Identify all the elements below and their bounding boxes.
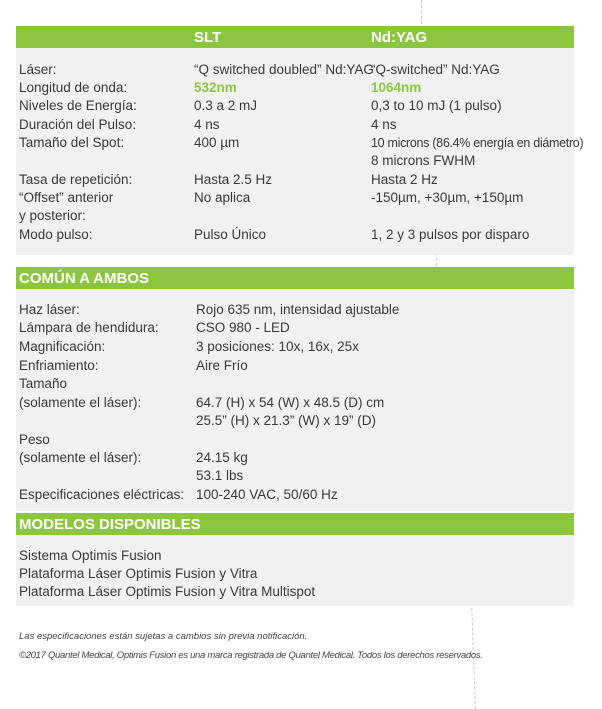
row-label-line2: (solamente el láser): (19, 395, 142, 410)
yag-value: “Q-switched” Nd:YAG (371, 62, 500, 77)
slt-value: 400 µm (194, 135, 240, 150)
slt-value: No aplica (194, 190, 251, 205)
row-value-line2: 53.1 lbs (196, 468, 244, 483)
yag-value-line2: 8 microns FWHM (371, 153, 476, 168)
decorative-dashed-line (421, 0, 422, 24)
list-item: Plataforma Láser Optimis Fusion y Vitra Multispot (19, 584, 316, 599)
copyright-notice: ©2017 Quantel Medical, Optimis Fusion es una marca registrada de Quantel Medical. Todos los derechos reservados. (19, 650, 483, 661)
yag-value: 0,3 to 10 mJ (1 pulso) (371, 98, 502, 113)
row-value: Rojo 635 nm, intensidad ajustable (196, 302, 400, 317)
row-value: 24.15 kg (196, 450, 248, 465)
row-value: CSO 980 - LED (196, 320, 290, 335)
slt-value: 4 ns (194, 117, 220, 132)
slt-value: 0.3 a 2 mJ (194, 98, 258, 113)
disclaimer-note: Las especificaciones están sujetas a cambios sin previa notificación. (19, 631, 308, 642)
slt-wavelength: 532nm (194, 80, 237, 95)
yag-wavelength: 1064nm (371, 80, 422, 95)
row-label: Niveles de Energía: (19, 98, 137, 113)
row-value-line2: 25.5” (H) x 21.3” (W) x 19” (D) (196, 413, 377, 428)
row-label: Lámpara de hendidura: (19, 320, 159, 335)
row-label: Tasa de repetición: (19, 172, 133, 187)
row-label: Duración del Pulso: (19, 117, 137, 132)
slt-value: “Q switched doubled” Nd:YAG (194, 62, 374, 77)
yag-value: 10 microns (86.4% energía en diámetro) (371, 136, 584, 150)
row-label: Especificaciones eléctricas: (19, 487, 185, 502)
row-label: Enfriamiento: (19, 358, 99, 373)
row-value: 100-240 VAC, 50/60 Hz (196, 487, 338, 502)
column-header-slt: SLT (194, 28, 222, 46)
common-section-header (16, 267, 574, 289)
row-value: 3 posiciones: 10x, 16x, 25x (196, 339, 359, 354)
row-label-line2: y posterior: (19, 208, 86, 223)
list-item: Sistema Optimis Fusion (19, 548, 162, 563)
spec-table-header (16, 26, 574, 48)
models-section-title: MODELOS DISPONIBLES (19, 515, 201, 533)
models-section-header (16, 513, 574, 535)
row-label: Tamaño (19, 376, 68, 391)
row-label: “Offset” anterior (19, 190, 114, 205)
list-item: Plataforma Láser Optimis Fusion y Vitra (19, 566, 258, 581)
row-value: 64.7 (H) x 54 (W) x 48.5 (D) cm (196, 395, 385, 410)
row-label-line2: (solamente el láser): (19, 450, 142, 465)
yag-value: -150µm, +30µm, +150µm (371, 190, 524, 205)
row-label: Longitud de onda: (19, 80, 128, 95)
common-section-title: COMÚN A AMBOS (19, 269, 149, 287)
slt-value: Hasta 2.5 Hz (194, 172, 273, 187)
slt-value: Pulso Único (194, 227, 267, 242)
yag-value: 4 ns (371, 117, 397, 132)
row-label: Modo pulso: (19, 227, 93, 242)
column-header-ndyag: Nd:YAG (371, 28, 428, 46)
row-label: Peso (19, 432, 50, 447)
row-label: Haz láser: (19, 302, 80, 317)
row-value: Aire Frío (196, 358, 248, 373)
row-label: Magnificación: (19, 339, 106, 354)
yag-value: Hasta 2 Hz (371, 172, 438, 187)
yag-value: 1, 2 y 3 pulsos por disparo (371, 227, 530, 242)
row-label: Láser: (19, 62, 57, 77)
row-label: Tamaño del Spot: (19, 135, 125, 150)
